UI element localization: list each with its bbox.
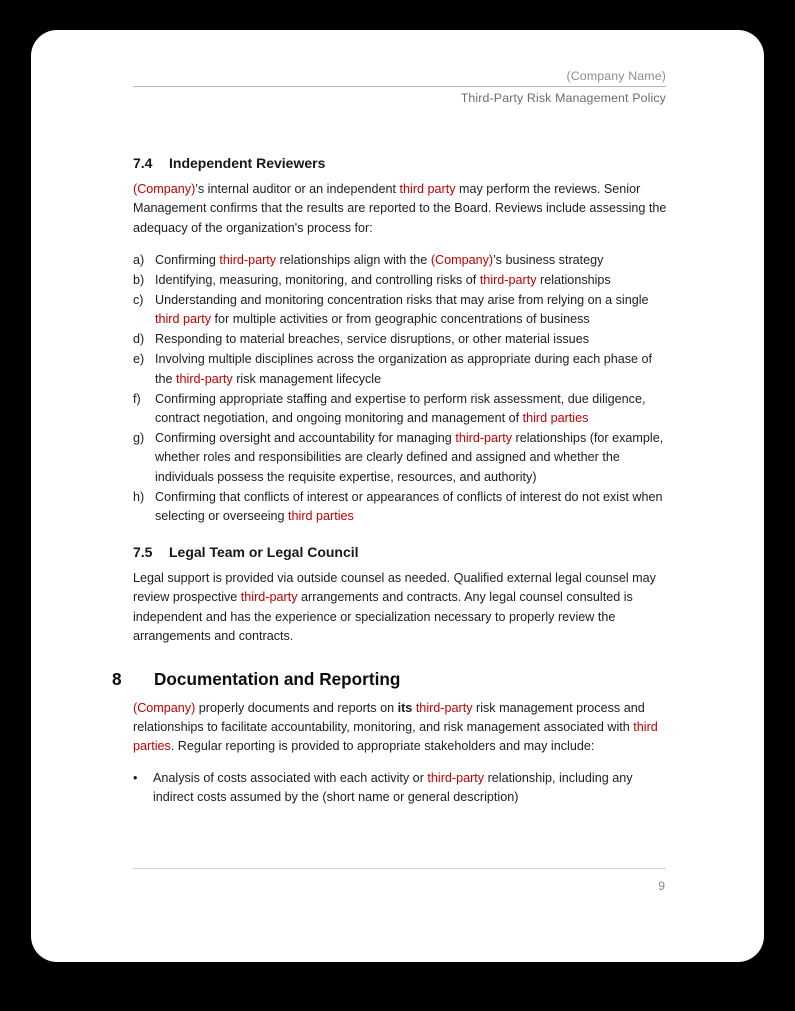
highlighted-term: (Company)	[133, 700, 196, 715]
text-run: risk management process and relationships to facilitate accountability, monitoring, and risk management associated with	[133, 700, 645, 734]
text-run: Confirming that conflicts of interest or appearances of conflicts of interest do not exist when selecting or overseeing	[155, 489, 663, 523]
text-run: relationships align with the	[276, 253, 431, 268]
text-run: arrangements and contracts. Any legal counsel consulted is independent and has the experience or specialization necessary to properly review the arrangements and contracts.	[133, 590, 633, 644]
header-company-name: (Company Name)	[566, 69, 666, 83]
highlighted-term: third-party	[479, 273, 537, 288]
section-heading-7.4	[133, 154, 669, 173]
running-footer	[133, 868, 666, 894]
text-run: may perform the reviews. Senior Management confirms that the results are reported to the Board. Reviews include assessing the adequacy of the organization's process for:	[133, 182, 667, 235]
list-marker-letter: d)	[133, 332, 145, 347]
paragraph	[133, 180, 669, 238]
list-item-text	[155, 390, 669, 429]
highlighted-term: third party	[399, 182, 456, 196]
section-title: Documentation and Reporting	[154, 668, 401, 689]
list-item	[133, 429, 669, 487]
list-item-text	[155, 251, 669, 270]
text-run: Understanding and monitoring concentration risks that may arise from relying on a single	[155, 293, 649, 308]
list-item-text	[155, 429, 669, 487]
highlighted-term: third-party	[219, 253, 277, 268]
text-run: properly documents and reports on	[195, 700, 398, 715]
list-marker-letter: f)	[133, 391, 141, 406]
text-run: relationships (for example, whether roles and responsibilities are clearly defined and assigned and whether the individuals possess the requisite expertise, resources, and authority)	[155, 430, 664, 484]
list-item-text	[155, 350, 669, 389]
section-heading-8	[112, 668, 669, 691]
bold-term: its	[397, 700, 413, 715]
paragraph	[133, 569, 669, 647]
list-marker-letter: b)	[133, 273, 145, 288]
text-run: ’s business strategy	[493, 253, 604, 268]
list-item	[133, 350, 669, 389]
highlighted-term: third party	[155, 312, 211, 327]
list-item	[133, 769, 669, 808]
highlighted-term: third-party	[427, 770, 485, 785]
text-run: Involving multiple disciplines across the organization as appropriate during each phase of the	[155, 352, 653, 386]
text-run: Confirming	[155, 253, 220, 268]
section-number: 8	[112, 668, 122, 689]
lettered-list	[133, 251, 669, 526]
list-item	[133, 271, 669, 290]
list-item-text	[155, 271, 669, 290]
list-marker-bullet-icon: •	[133, 770, 138, 785]
highlighted-term: third-party	[455, 430, 513, 445]
page-content-area	[31, 30, 764, 962]
highlighted-term: third-party	[240, 590, 298, 605]
text-run: Identifying, measuring, monitoring, and controlling risks of	[155, 273, 480, 288]
text-run: Confirming oversight and accountability for managing	[155, 430, 456, 445]
list-marker-letter: e)	[133, 352, 145, 367]
highlighted-term: third parties	[522, 410, 589, 425]
text-run: . Regular reporting is provided to appropriate stakeholders and may include:	[170, 739, 595, 754]
list-item	[133, 330, 669, 349]
section-title: Independent Reviewers	[169, 155, 326, 171]
highlighted-term: third-party	[176, 371, 233, 386]
text-run: ’s internal auditor or an independent	[195, 182, 400, 196]
bulleted-list	[133, 769, 669, 808]
section-number: 7.4	[133, 155, 153, 171]
list-marker-letter: c)	[133, 293, 144, 308]
section-number: 7.5	[133, 543, 153, 560]
document-page	[31, 30, 764, 962]
list-item-text	[155, 330, 669, 349]
section-spacer	[133, 527, 669, 543]
text-run: for multiple activities or from geographic concentrations of business	[211, 312, 590, 327]
list-marker-letter: g)	[133, 430, 145, 445]
text-run: Confirming appropriate staffing and expertise to perform risk assessment, due diligence, contract negotiation, and ongoing monitoring and management of	[155, 391, 646, 425]
highlighted-term: third-party	[415, 700, 473, 715]
list-marker-letter: a)	[133, 253, 145, 268]
text-run: Analysis of costs associated with each activity or	[153, 770, 428, 785]
section-spacer	[133, 647, 669, 668]
text-run: relationships	[536, 273, 611, 288]
text-run: Responding to material breaches, service disruptions, or other material issues	[155, 332, 589, 347]
list-marker-letter: h)	[133, 489, 145, 504]
text-run: Legal support is provided via outside counsel as needed. Qualified external legal counsel may review prospective	[133, 570, 656, 605]
list-item	[133, 488, 669, 527]
list-item	[133, 291, 669, 330]
highlighted-term: third parties	[133, 719, 658, 754]
running-header	[133, 68, 666, 108]
section-title: Legal Team or Legal Council	[169, 543, 359, 560]
list-item-text	[153, 769, 669, 808]
list-item-text	[155, 488, 669, 527]
text-run: risk management lifecycle	[232, 371, 382, 386]
text-run: relationship, including any indirect costs assumed by the (short name or general description)	[153, 770, 633, 805]
page-number: 9	[658, 879, 665, 893]
list-item-text	[155, 291, 669, 330]
list-item	[133, 251, 669, 270]
section-heading-7.5	[133, 543, 669, 562]
list-item	[133, 390, 669, 429]
highlighted-term: (Company)	[133, 182, 196, 196]
highlighted-term: third parties	[288, 509, 354, 523]
header-policy-title: Third-Party Risk Management Policy	[460, 91, 666, 105]
paragraph	[133, 699, 669, 757]
document-body	[112, 154, 669, 808]
highlighted-term: (Company)	[430, 253, 494, 268]
